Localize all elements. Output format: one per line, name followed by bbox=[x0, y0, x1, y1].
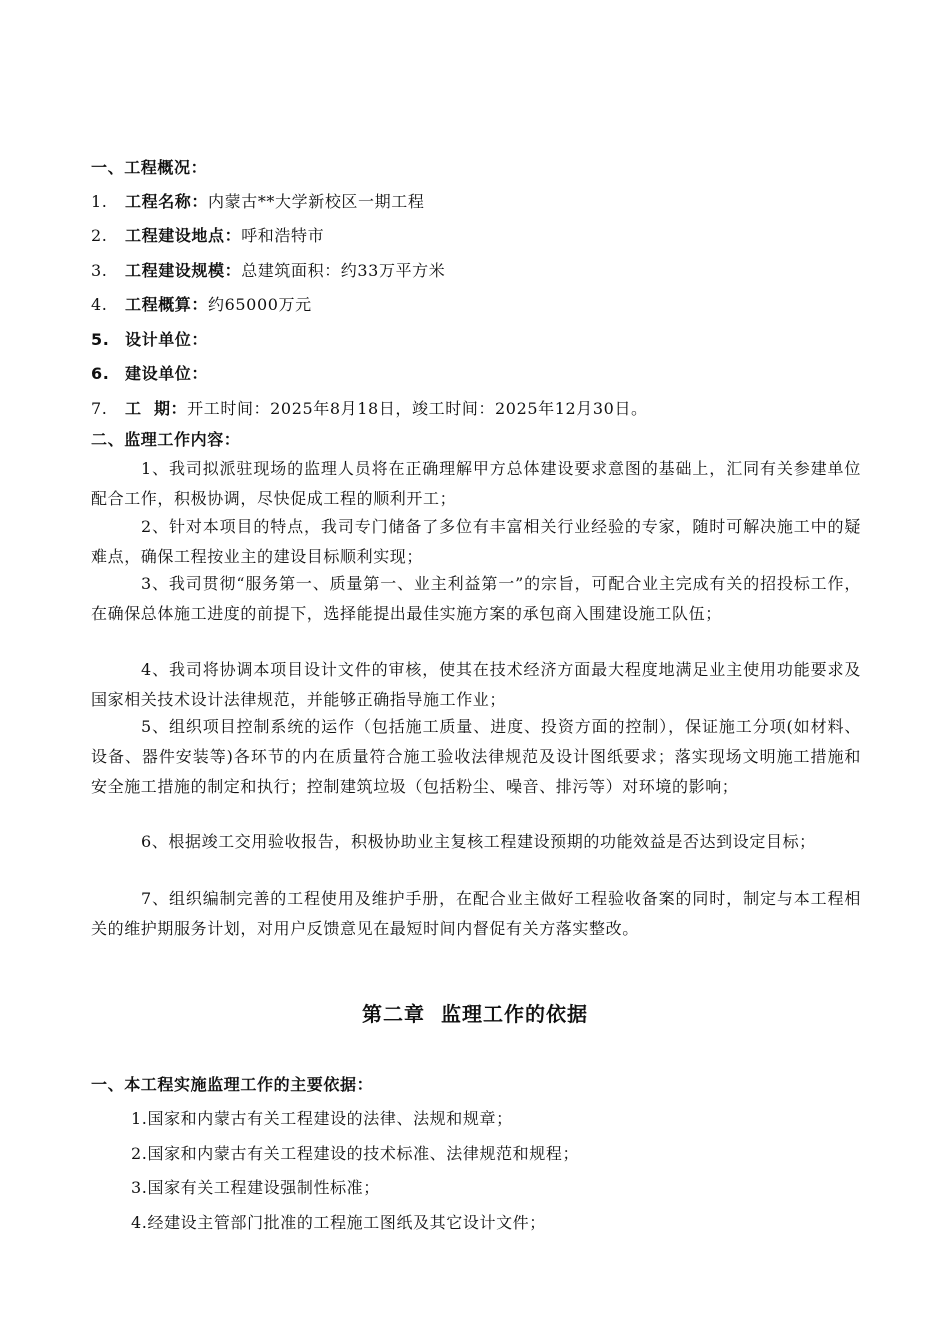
item-number: 7. bbox=[91, 399, 108, 418]
overview-item-designer bbox=[91, 327, 208, 350]
paragraph-text: 6、根据竣工交用验收报告，积极协助业主复核工程建设预期的功能效益是否达到设定目标； bbox=[141, 832, 816, 851]
section-heading-work-content: 二、监理工作内容： bbox=[91, 430, 241, 449]
item-label: 工程概算： bbox=[125, 295, 209, 314]
item-label: 建设单位： bbox=[125, 364, 209, 383]
overview-item-location bbox=[91, 223, 324, 246]
work-paragraph-1 bbox=[91, 454, 861, 514]
item-value: 开工时间：2025年8月18日，竣工时间：2025年12月30日。 bbox=[187, 399, 648, 418]
item-label: 工程建设地点： bbox=[125, 226, 242, 245]
item-value: 内蒙古**大学新校区一期工程 bbox=[208, 192, 425, 211]
paragraph-text: 4、我司将协调本项目设计文件的审核，使其在技术经济方面最大程度地满足业主使用功能要求及国家相关技术设计法律规范，并能够正确指导施工作业； bbox=[91, 660, 861, 709]
paragraph-text: 5、组织项目控制系统的运作（包括施工质量、进度、投资方面的控制），保证施工分项(如材料、设备、器件安装等)各环节的内在质量符合施工验收法律规范及设计图纸要求；落实现场文明施工措施和安全施工措施的制定和执行；控制建筑垃圾（包括粉尘、噪音、排污等）对环境的影响； bbox=[91, 717, 861, 796]
item-number: 4. bbox=[91, 295, 108, 314]
overview-item-scale bbox=[91, 258, 445, 281]
work-paragraph-2 bbox=[91, 512, 861, 572]
paragraph-text: 2、针对本项目的特点，我司专门储备了多位有丰富相关行业经验的专家，随时可解决施工中的疑难点，确保工程按业主的建设目标顺利实现； bbox=[91, 517, 861, 566]
paragraph-text: 1、我司拟派驻现场的监理人员将在正确理解甲方总体建设要求意图的基础上，汇同有关参建单位配合工作，积极协调，尽快促成工程的顺利开工； bbox=[91, 459, 861, 508]
paragraph-text: 3、我司贯彻“服务第一、质量第一、业主利益第一”的宗旨，可配合业主完成有关的招投标工作，在确保总体施工进度的前提下，选择能提出最佳实施方案的承包商入围建设施工队伍； bbox=[91, 574, 861, 623]
basis-item-3: 3.国家有关工程建设强制性标准； bbox=[131, 1178, 380, 1197]
work-paragraph-5 bbox=[91, 712, 861, 802]
section-heading-basis: 一、本工程实施监理工作的主要依据： bbox=[91, 1075, 374, 1094]
overview-item-period bbox=[91, 396, 648, 419]
item-value: 总建筑面积：约33万平方米 bbox=[241, 261, 446, 280]
item-label: 工程名称： bbox=[125, 192, 209, 211]
overview-item-name bbox=[91, 189, 424, 212]
work-paragraph-7 bbox=[91, 884, 861, 944]
section-heading-overview: 一、工程概况： bbox=[91, 158, 208, 177]
item-number: 2. bbox=[91, 226, 108, 245]
item-number: 3. bbox=[91, 261, 108, 280]
work-paragraph-6 bbox=[91, 827, 861, 857]
item-label: 工程建设规模： bbox=[125, 261, 242, 280]
work-paragraph-4 bbox=[91, 655, 861, 715]
item-value: 约65000万元 bbox=[208, 295, 312, 314]
basis-item-1: 1.国家和内蒙古有关工程建设的法律、法规和规章； bbox=[131, 1109, 513, 1128]
overview-item-budget bbox=[91, 292, 312, 315]
item-label: 工 期： bbox=[125, 399, 188, 418]
overview-item-owner bbox=[91, 361, 208, 384]
basis-item-4: 4.经建设主管部门批准的工程施工图纸及其它设计文件； bbox=[131, 1213, 546, 1232]
item-number: 1. bbox=[91, 192, 108, 211]
item-value: 呼和浩特市 bbox=[241, 226, 325, 245]
chapter-title: 第二章 监理工作的依据 bbox=[362, 1002, 588, 1026]
basis-item-2: 2.国家和内蒙古有关工程建设的技术标准、法律规范和规程； bbox=[131, 1144, 580, 1163]
item-number: 6. bbox=[91, 364, 110, 383]
item-number: 5. bbox=[91, 330, 110, 349]
paragraph-text: 7、组织编制完善的工程使用及维护手册，在配合业主做好工程验收备案的同时，制定与本工程相关的维护期服务计划，对用户反馈意见在最短时间内督促有关方落实整改。 bbox=[91, 889, 861, 938]
item-label: 设计单位： bbox=[125, 330, 209, 349]
work-paragraph-3 bbox=[91, 569, 861, 629]
